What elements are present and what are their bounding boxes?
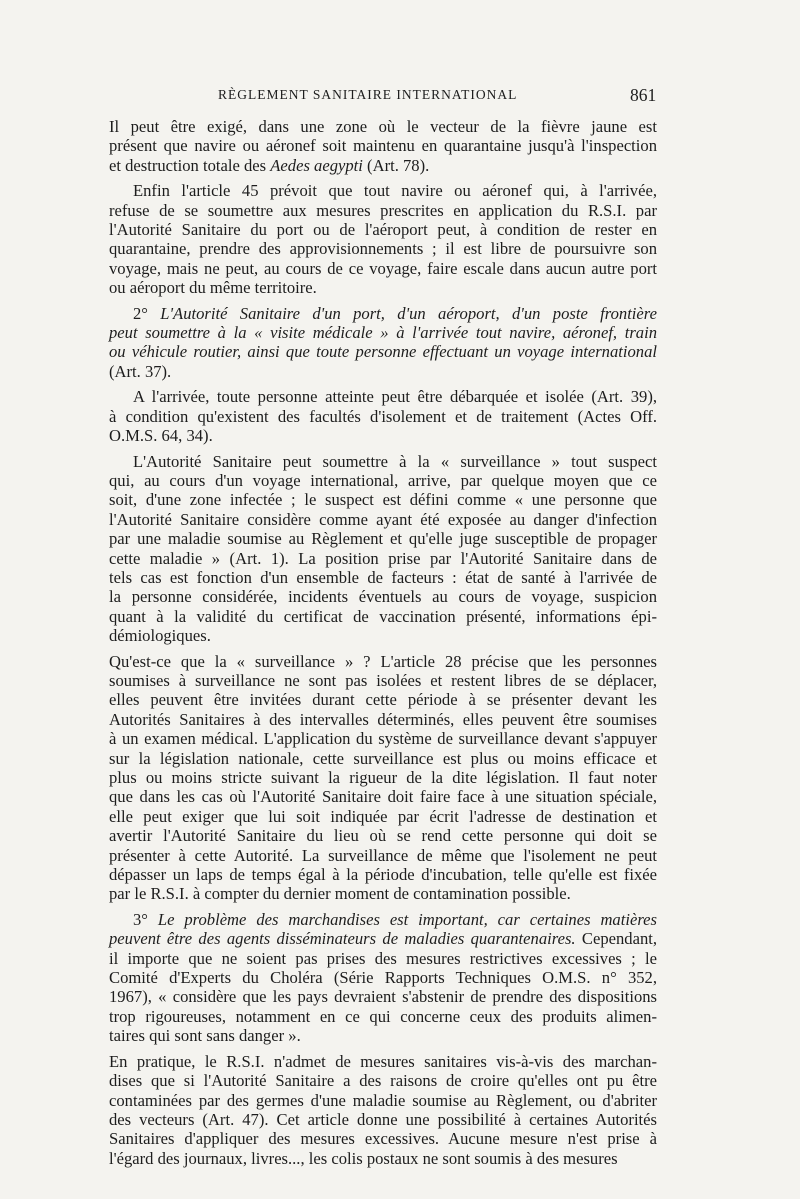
text-line: refuse de se soumettre aux mesures prescrites en application du R.S.I. par (109, 200, 657, 220)
text-line: présent que navire ou aéronef soit maintenu en quarantaine jusqu'à l'inspection (109, 136, 657, 156)
page-body (109, 117, 657, 1174)
text-line: A l'arrivée, toute personne atteinte peut être débarquée et isolée (Art. 39), (133, 387, 657, 407)
text-line: O.M.S. 64, 34). (109, 426, 213, 446)
text-line: tels cas est fonction d'un ensemble de facteurs : état de santé à l'arrivée de (109, 567, 657, 587)
text-line: Comité d'Experts du Choléra (Série Rapports Techniques O.M.S. n° 352, (109, 968, 657, 988)
text-line: Il peut être exigé, dans une zone où le vecteur de la fièvre jaune est (109, 117, 657, 136)
text-line: la personne considérée, incidents éventuels au cours de voyage, suspicion (109, 587, 657, 607)
text-line: des vecteurs (Art. 47). Cet article donne une possibilité à certaines Autorités (109, 1109, 657, 1129)
text-line: quarantaine, prendre des approvisionnements ; il est libre de poursuivre son (109, 239, 657, 259)
text-line: à un examen médical. L'application du système de surveillance devant s'appuyer (109, 729, 657, 749)
paragraph (109, 652, 657, 904)
text-line: trop rigoureuses, notamment en ce qui concerne ceux des produits alimen- (109, 1006, 657, 1026)
text-line: 1967), « considère que les pays devraient s'abstenir de prendre des dispositions (109, 987, 657, 1007)
paragraph (109, 117, 657, 175)
paragraph (109, 910, 657, 1046)
text-line: Sanitaires d'appliquer des mesures excessives. Aucune mesure n'est prise à (109, 1129, 657, 1149)
page-header (0, 85, 800, 109)
text-line: par le R.S.I. à compter du dernier moment de contamination possible. (109, 884, 571, 904)
text-line: elles peuvent être invitées durant cette période à se présenter devant les (109, 690, 657, 710)
text-line: et destruction totale des Aedes aegypti (Art. 78). (109, 155, 430, 175)
text-line: par une maladie soumise au Règlement et qu'elle juge susceptible de propager (109, 529, 657, 549)
text-line: peuvent être des agents disséminateurs de maladies quarantenaires. Cependant, (109, 929, 657, 949)
text-line: soit, d'une zone infectée ; le suspect est défini comme « une personne que (109, 490, 657, 510)
text-line: Enfin l'article 45 prévoit que tout navire ou aéronef qui, à l'arrivée, (133, 181, 657, 201)
text-line: ou aéroport du même territoire. (109, 278, 317, 298)
paragraph (109, 304, 657, 382)
text-line: (Art. 37). (109, 361, 172, 381)
text-line: qui, au cours d'un voyage international, arrive, par quelque moyen que ce (109, 470, 657, 490)
text-line: contaminées par des germes d'une maladie soumise au Règlement, ou d'abriter (109, 1090, 657, 1110)
text-line: 2° L'Autorité Sanitaire d'un port, d'un aéroport, d'un poste frontière (133, 303, 657, 323)
text-line: à condition qu'existent des facultés d'isolement et de traitement (Actes Off. (109, 406, 657, 426)
text-line: plus ou moins stricte suivant la rigueur de la dite législation. Il faut noter (109, 768, 657, 787)
text-line: cette maladie » (Art. 1). La position prise par l'Autorité Sanitaire dans de (109, 548, 657, 568)
text-line: voyage, mais ne peut, au cours de ce voyage, faire escale dans aucun autre port (109, 258, 657, 278)
text-line: 3° Le problème des marchandises est important, car certaines matières (133, 909, 657, 929)
text-line: En pratique, le R.S.I. n'admet de mesures sanitaires vis-à-vis des marchan- (109, 1051, 657, 1071)
text-line: l'Autorité Sanitaire du port ou de l'aéroport peut, à condition de rester en (109, 220, 657, 240)
paragraph (109, 452, 657, 646)
text-line: ou véhicule routier, ainsi que toute personne effectuant un voyage international (109, 342, 657, 362)
text-line: peut soumettre à la « visite médicale » à l'arrivée tout navire, aéronef, train (109, 323, 657, 343)
running-title: RÈGLEMENT SANITAIRE INTERNATIONAL (218, 87, 518, 102)
text-line: Qu'est-ce que la « surveillance » ? L'article 28 précise que les personnes (109, 651, 657, 671)
text-line: l'égard des journaux, livres..., les colis postaux ne sont soumis à des mesures (109, 1148, 618, 1168)
page-number: 861 (630, 85, 657, 105)
text-line: que dans les cas où l'Autorité Sanitaire doit faire face à une situation spéciale, (109, 787, 657, 807)
text-line: sur la législation nationale, cette surveillance est plus ou moins efficace et (109, 748, 657, 768)
text-line: dises que si l'Autorité Sanitaire a des raisons de croire qu'elles ont pu être (109, 1071, 657, 1091)
text-line: présenter à cette Autorité. La surveillance de même que l'isolement ne peut (109, 845, 657, 865)
text-line: démiologiques. (109, 626, 211, 646)
text-line: l'Autorité Sanitaire considère comme ayant été exposée au danger d'infection (109, 509, 657, 529)
text-line: L'Autorité Sanitaire peut soumettre à la « surveillance » tout suspect (133, 451, 657, 471)
text-line: il importe que ne soient pas prises des mesures restrictives excessives ; le (109, 948, 657, 968)
text-line: taires qui sont sans danger ». (109, 1026, 301, 1046)
text-line: soumises à surveillance ne sont pas isolées et restent libres de se déplacer, (109, 670, 657, 690)
text-line: Autorités Sanitaires à des intervalles déterminés, elles peuvent être soumises (109, 709, 657, 729)
paragraph (109, 1052, 657, 1168)
text-line: dépasser un laps de temps égal à la période d'incubation, telle qu'elle est fixée (109, 865, 657, 885)
text-line: quant à la validité du certificat de vaccination présenté, informations épi- (109, 606, 657, 626)
paragraph (109, 181, 657, 297)
paragraph (109, 387, 657, 445)
text-line: elle peut exiger que lui soit indiquée par écrit l'adresse de destination et (109, 806, 657, 826)
text-line: avertir l'Autorité Sanitaire du lieu où se rend cette personne qui doit se (109, 826, 657, 846)
